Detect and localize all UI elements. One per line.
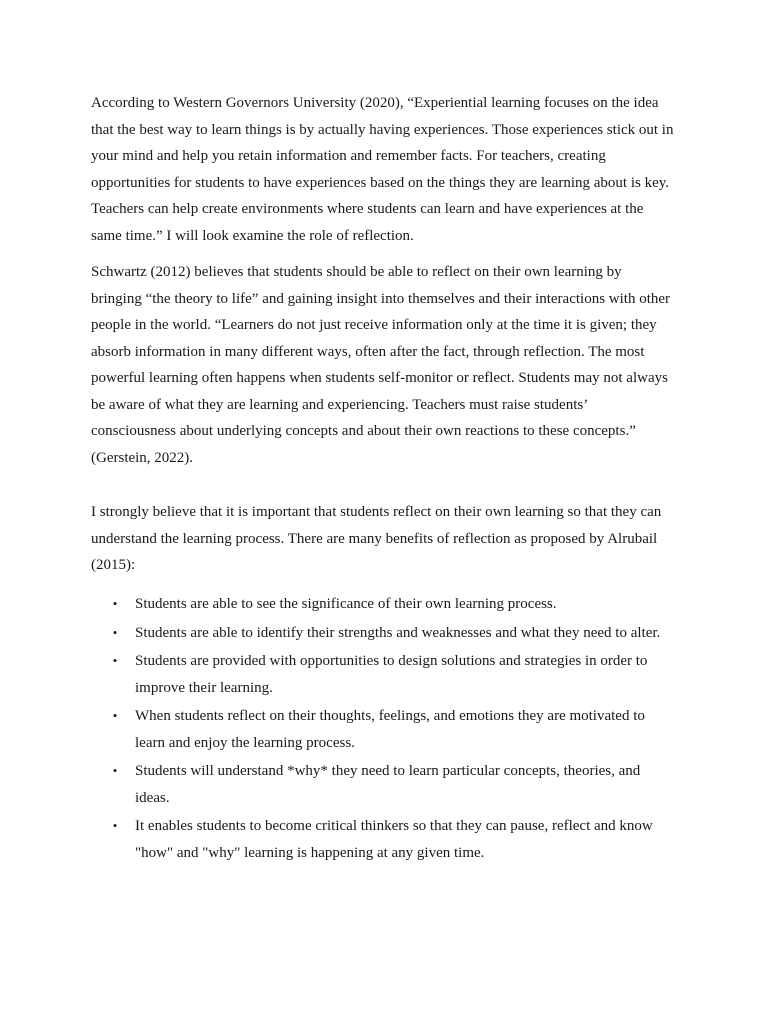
- benefits-list: [91, 591, 691, 868]
- text-line: opportunities for students to have experiences based on the things they are learning about is key.: [91, 174, 670, 191]
- text-line: your mind and help you retain information and remember facts. For teachers, creating: [91, 148, 606, 164]
- text-line: learn and enjoy the learning process.: [135, 734, 355, 751]
- list-item: [91, 648, 691, 701]
- bullet-icon: •: [112, 818, 118, 833]
- bullet-icon: •: [112, 624, 118, 640]
- text-line: that the best way to learn things is by actually having experiences. Those experiences stick out in: [91, 121, 674, 138]
- text-line: (Gerstein, 2022).: [91, 449, 194, 466]
- list-item: [91, 758, 691, 811]
- text-line: powerful learning often happens when students self-monitor or reflect. Students may not always: [91, 370, 668, 386]
- text-line: According to Western Governors University (2020), “Experiential learning focuses on the idea: [91, 95, 659, 111]
- text-line: people in the world. “Learners do not just receive information only at the time it is given; they: [91, 317, 657, 333]
- text-line: improve their learning.: [135, 679, 273, 696]
- text-line: Students are able to identify their strengths and weaknesses and what they need to alter.: [135, 624, 661, 641]
- text-line: "how" and "why" learning is happening at any given time.: [135, 844, 485, 861]
- paragraph-western-governors: [91, 90, 681, 249]
- bullet-icon: •: [112, 653, 118, 668]
- text-line: (2015):: [91, 557, 136, 573]
- text-line: I strongly believe that it is important that students reflect on their own learning so that they can: [91, 504, 662, 520]
- text-line: be aware of what they are learning and experiencing. Teachers must raise students’: [91, 396, 589, 413]
- text-line: Teachers can help create environments where students can learn and have experiences at the: [91, 201, 644, 217]
- bullet-icon: •: [112, 763, 118, 778]
- list-item: [91, 703, 691, 756]
- list-item: [91, 620, 691, 647]
- text-line: It enables students to become critical thinkers so that they can pause, reflect and know: [135, 818, 653, 834]
- text-line: understand the learning process. There are many benefits of reflection as proposed by Alrubail: [91, 530, 658, 547]
- text-line: same time.” I will look examine the role of reflection.: [91, 227, 414, 244]
- text-line: When students reflect on their thoughts, feelings, and emotions they are motivated to: [135, 708, 645, 724]
- list-item: [91, 813, 691, 866]
- list-item: [91, 591, 691, 618]
- text-line: Schwartz (2012) believes that students should be able to reflect on their own learning by: [91, 264, 622, 280]
- text-line: Students will understand *why* they need to learn particular concepts, theories, and: [135, 763, 641, 779]
- paragraph-schwartz: [91, 259, 681, 471]
- text-line: bringing “the theory to life” and gaining insight into themselves and their interactions with other: [91, 290, 671, 307]
- bullet-icon: •: [112, 708, 118, 723]
- bullet-icon: •: [112, 596, 118, 611]
- text-line: absorb information in many different ways, often after the fact, through reflection. The most: [91, 343, 645, 360]
- text-line: Students are provided with opportunities to design solutions and strategies in order to: [135, 653, 648, 669]
- text-line: consciousness about underlying concepts and about their own reactions to these concepts.”: [91, 423, 636, 439]
- paragraph-strongly-believe: [91, 499, 681, 579]
- text-line: ideas.: [135, 789, 170, 806]
- text-line: Students are able to see the significance of their own learning process.: [135, 596, 557, 612]
